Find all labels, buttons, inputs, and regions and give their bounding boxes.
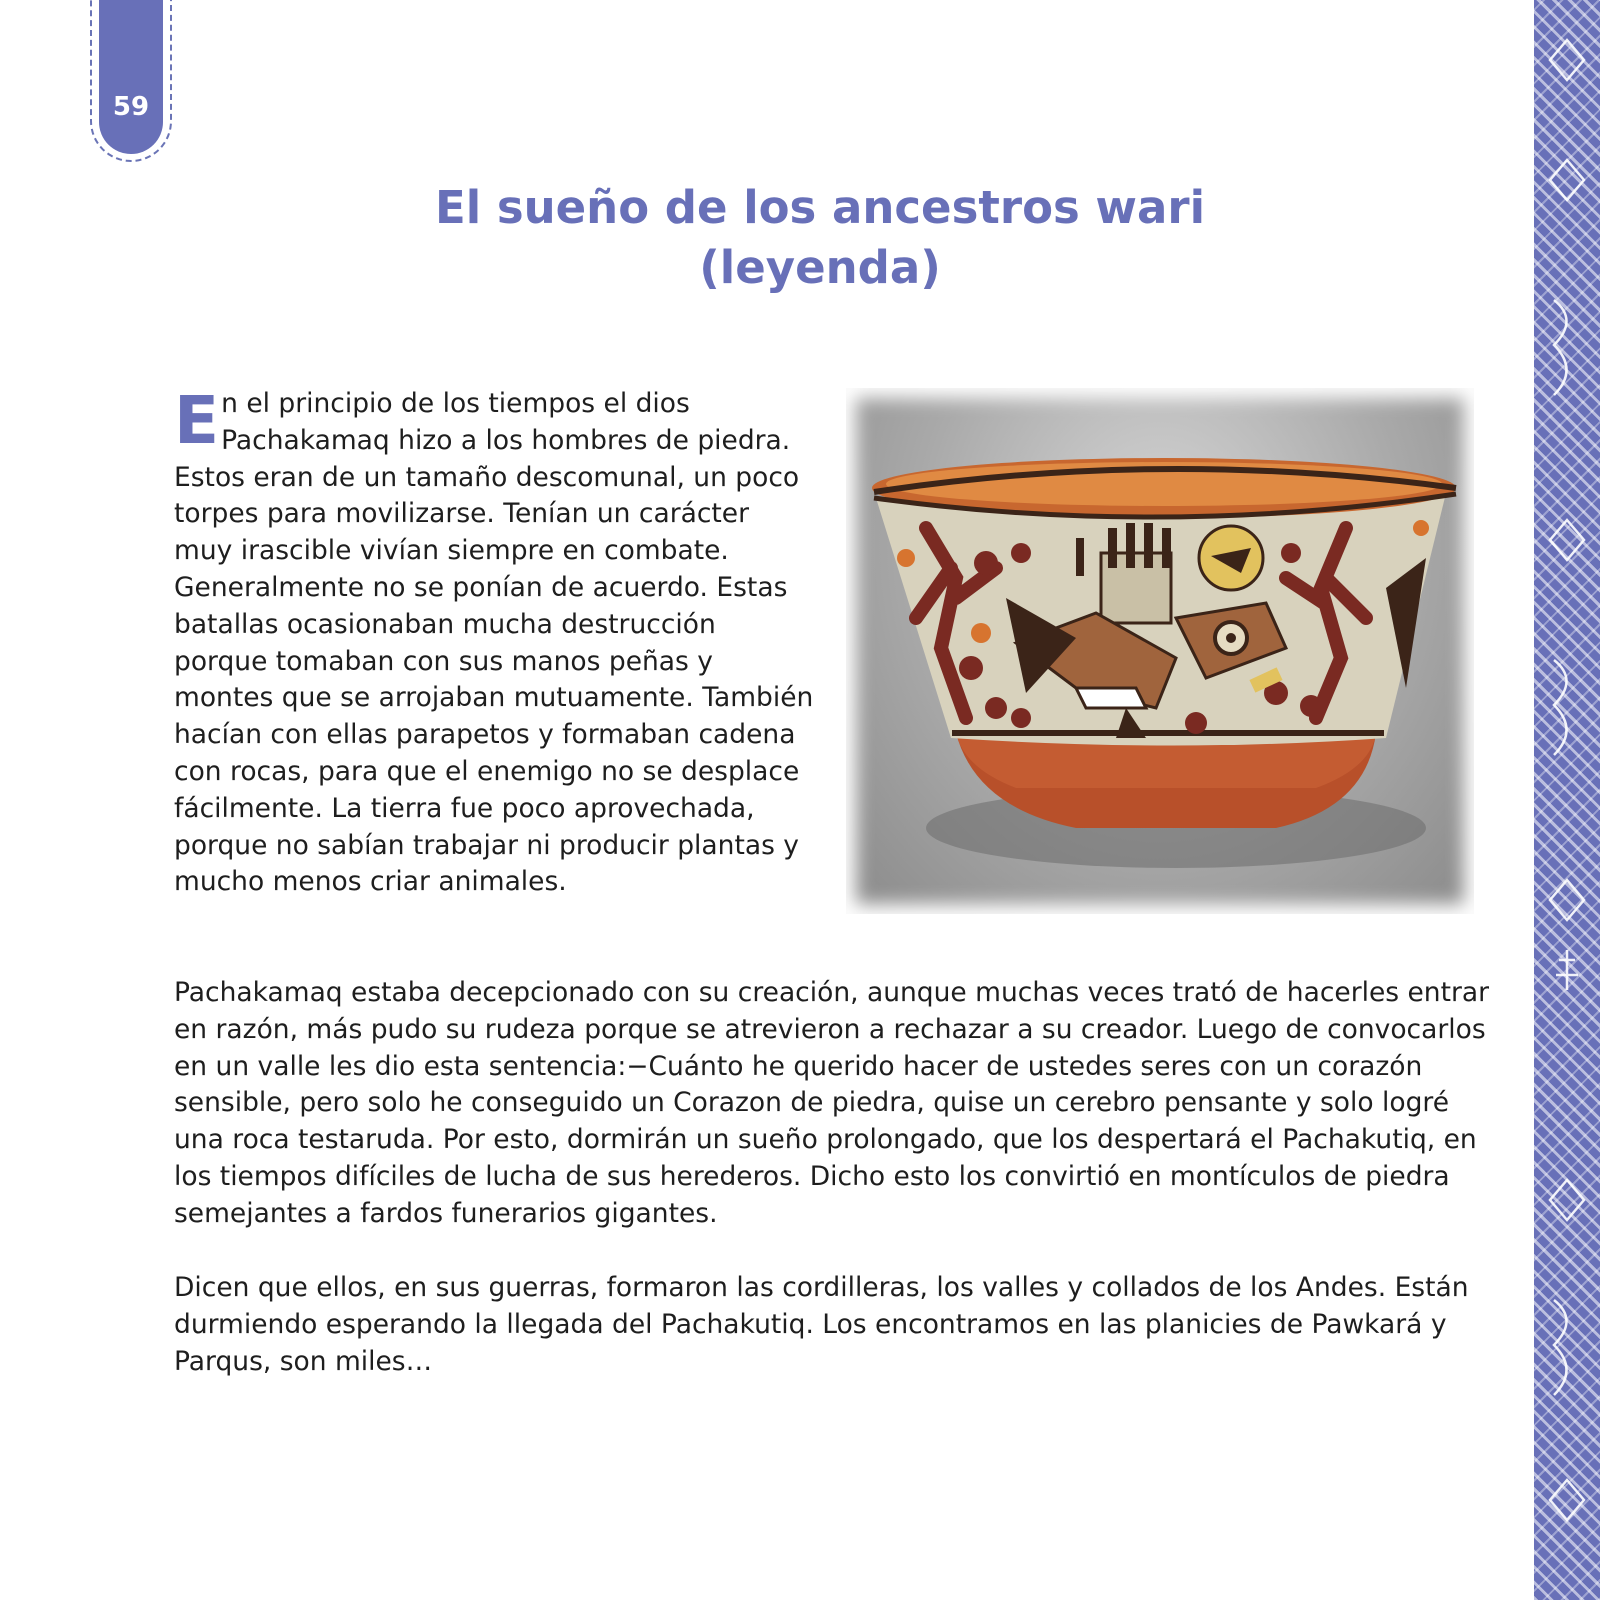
decorative-border [1534,0,1600,1600]
paragraph-1 [174,382,814,901]
page-number: 59 [112,92,150,122]
andean-pattern-icon [1534,0,1600,1600]
paragraph-3: Dicen que ellos, en sus guerras, formaron las cordilleras, los valles y collados de los Andes. Están durmiendo esperando la llegada del Pachakutiq. Los encontramos en las planicies de Pawkará y Parqus, son miles… [174,1272,1469,1377]
page-tab [99,0,163,154]
drop-cap: E [174,382,220,459]
paragraph-2: Pachakamaq estaba decepcionado con su creación, aunque muchas veces trató de hacerles entrar en razón, más pudo su rudeza porque se atrevieron a rechazar a su creador. Luego de convocarlos en un valle les dio esta sentencia:−Cuánto he querido hacer de ustedes seres con un corazón sensible, pero solo he conseguido un Corazon de piedra, quise un cerebro pensante y solo logré una roca testaruda. Por esto, dormirán un sueño prolongado, que los despertará el Pachakutiq, en los tiempos difíciles de lucha de sus herederos. Dicho esto los convirtió en montículos de piedra semejantes a fardos funerarios gigantes. [174,977,1489,1229]
paragraph-1-text: n el principio de los tiempos el dios Pachakamaq hizo a los hombres de piedra. Estos eran de un tamaño descomunal, un poco torpes para movilizarse. Tenían un carácter muy irascible vivían siempre en combate. Generalmente no se ponían de acuerdo. Estas batallas ocasionaban mucha destrucción porque tomaban con sus manos peñas y montes que se arrojaban mutuamente. También hacían con ellas parapetos y formaban cadena con rocas, para que el enemigo no se desplace fácilmente. La tierra fue poco aprovechada, porque no sabían trabajar ni producir plantas y mucho menos criar animales. [174,388,814,898]
wari-bowl-image [846,388,1474,914]
title-line-2: (leyenda) [699,241,941,294]
page-title [300,178,1340,298]
title-line-1: El sueño de los ancestros wari [435,181,1205,234]
wari-bowl-icon [846,388,1474,914]
